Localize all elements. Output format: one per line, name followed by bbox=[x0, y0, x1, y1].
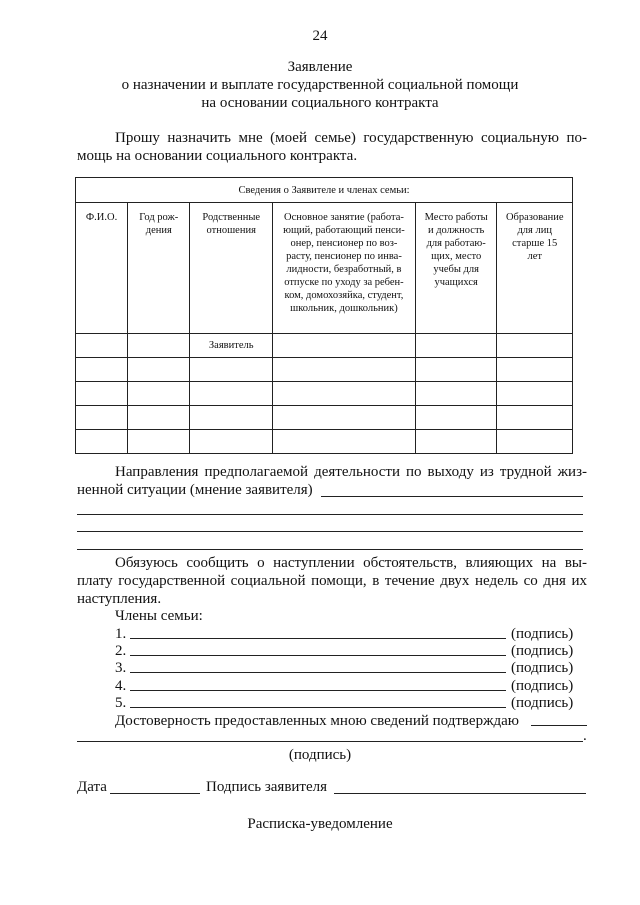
applicant-signature-field[interactable] bbox=[334, 793, 586, 794]
table-cell[interactable] bbox=[415, 406, 497, 430]
confirm-end: . bbox=[583, 728, 587, 744]
direction-answer-line[interactable] bbox=[321, 496, 583, 497]
direction-answer-line[interactable] bbox=[77, 514, 583, 515]
table-row bbox=[76, 430, 573, 454]
table-cell[interactable] bbox=[273, 406, 416, 430]
confirm-line[interactable] bbox=[531, 725, 587, 726]
member-sign-label: (подпись) bbox=[511, 626, 574, 642]
member-number: 3. bbox=[115, 660, 127, 676]
table-cell[interactable] bbox=[415, 382, 497, 406]
request-line-1: Прошу назначить мне (моей семье) государственную социальную по- bbox=[115, 130, 587, 146]
table-cell[interactable] bbox=[497, 406, 573, 430]
table-cell[interactable] bbox=[415, 334, 497, 358]
direction-line-1: Направления предполагаемой деятельности по выходу из трудной жиз- bbox=[115, 464, 587, 480]
table-cell[interactable] bbox=[273, 334, 416, 358]
applicant-cell: Заявитель bbox=[190, 334, 273, 358]
member-sign-label: (подпись) bbox=[511, 660, 574, 676]
member-number: 2. bbox=[115, 643, 127, 659]
signature-caption: (подпись) bbox=[288, 747, 352, 763]
member-sign-label: (подпись) bbox=[511, 678, 574, 694]
obligation-line-1: Обязуюсь сообщить о наступлении обстоятельств, влияющих на вы- bbox=[115, 555, 587, 571]
table-cell[interactable] bbox=[76, 430, 128, 454]
confirm-signature-line[interactable] bbox=[77, 741, 583, 742]
table-cell[interactable] bbox=[415, 430, 497, 454]
obligation-line-3: наступления. bbox=[77, 591, 162, 607]
family-info-table bbox=[75, 177, 573, 454]
table-row bbox=[76, 358, 573, 382]
table-row bbox=[76, 382, 573, 406]
obligation-line-2: плату государственной социальной помощи, в течение двух недель со дня их bbox=[77, 573, 587, 589]
table-cell[interactable] bbox=[76, 334, 128, 358]
table-cell[interactable] bbox=[190, 430, 273, 454]
member-sign-label: (подпись) bbox=[511, 695, 574, 711]
table-cell[interactable] bbox=[190, 358, 273, 382]
table-cell[interactable] bbox=[128, 334, 190, 358]
receipt-title: Расписка-уведомление bbox=[247, 816, 393, 832]
table-cell[interactable] bbox=[128, 358, 190, 382]
member-number: 4. bbox=[115, 678, 127, 694]
table-row bbox=[76, 334, 573, 358]
applicant-signature-label: Подпись заявителя bbox=[206, 779, 328, 795]
table-cell[interactable] bbox=[76, 406, 128, 430]
title-line-1: Заявление bbox=[287, 59, 353, 75]
member-signature-line[interactable] bbox=[130, 690, 506, 691]
table-cell[interactable] bbox=[128, 430, 190, 454]
table-cell[interactable] bbox=[497, 430, 573, 454]
col-header-fio: Ф.И.О. bbox=[76, 203, 128, 334]
direction-line-2: ненной ситуации (мнение заявителя) bbox=[77, 482, 313, 498]
table-cell[interactable] bbox=[273, 430, 416, 454]
table-cell[interactable] bbox=[415, 358, 497, 382]
table-cell[interactable] bbox=[128, 406, 190, 430]
col-header-relation: Родственные отношения bbox=[190, 203, 273, 334]
member-number: 5. bbox=[115, 695, 127, 711]
table-cell[interactable] bbox=[190, 382, 273, 406]
col-header-education: Образование для лиц старше 15 лет bbox=[497, 203, 573, 334]
request-line-2: мощь на основании социального контракта. bbox=[77, 148, 358, 164]
col-header-occupation: Основное занятие (работа- ющий, работающий пенси- онер, пенсионер по воз- расту, пенсионер по инва- лидности, безработный, в отпуске по уходу за ребен- ком, домохозяйка, студент, школьник, дошкольник) bbox=[273, 203, 416, 334]
table-cell[interactable] bbox=[190, 406, 273, 430]
col-header-birth-year: Год рож- дения bbox=[128, 203, 190, 334]
member-signature-line[interactable] bbox=[130, 672, 506, 673]
table-cell[interactable] bbox=[273, 382, 416, 406]
table-cell[interactable] bbox=[76, 382, 128, 406]
table-row bbox=[76, 406, 573, 430]
member-signature-line[interactable] bbox=[130, 707, 506, 708]
direction-answer-line[interactable] bbox=[77, 549, 583, 550]
table-cell[interactable] bbox=[128, 382, 190, 406]
table-cell[interactable] bbox=[497, 334, 573, 358]
table-cell[interactable] bbox=[497, 358, 573, 382]
col-header-workplace: Место работы и должность для работаю- щих, место учебы для учащихся bbox=[415, 203, 497, 334]
member-signature-line[interactable] bbox=[130, 638, 506, 639]
confirm-text: Достоверность предоставленных мною сведений подтверждаю bbox=[115, 713, 519, 729]
date-field[interactable] bbox=[110, 793, 200, 794]
table-cell[interactable] bbox=[273, 358, 416, 382]
page-number: 24 bbox=[312, 28, 328, 44]
table-cell[interactable] bbox=[76, 358, 128, 382]
title-line-3: на основании социального контракта bbox=[201, 95, 439, 111]
member-sign-label: (подпись) bbox=[511, 643, 574, 659]
direction-answer-line[interactable] bbox=[77, 531, 583, 532]
title-line-2: о назначении и выплате государственной социальной помощи bbox=[121, 77, 519, 93]
members-label: Члены семьи: bbox=[115, 608, 203, 624]
table-title: Сведения о Заявителе и членах семьи: bbox=[76, 178, 573, 203]
table-cell[interactable] bbox=[497, 382, 573, 406]
member-number: 1. bbox=[115, 626, 127, 642]
date-label: Дата bbox=[77, 779, 107, 795]
member-signature-line[interactable] bbox=[130, 655, 506, 656]
